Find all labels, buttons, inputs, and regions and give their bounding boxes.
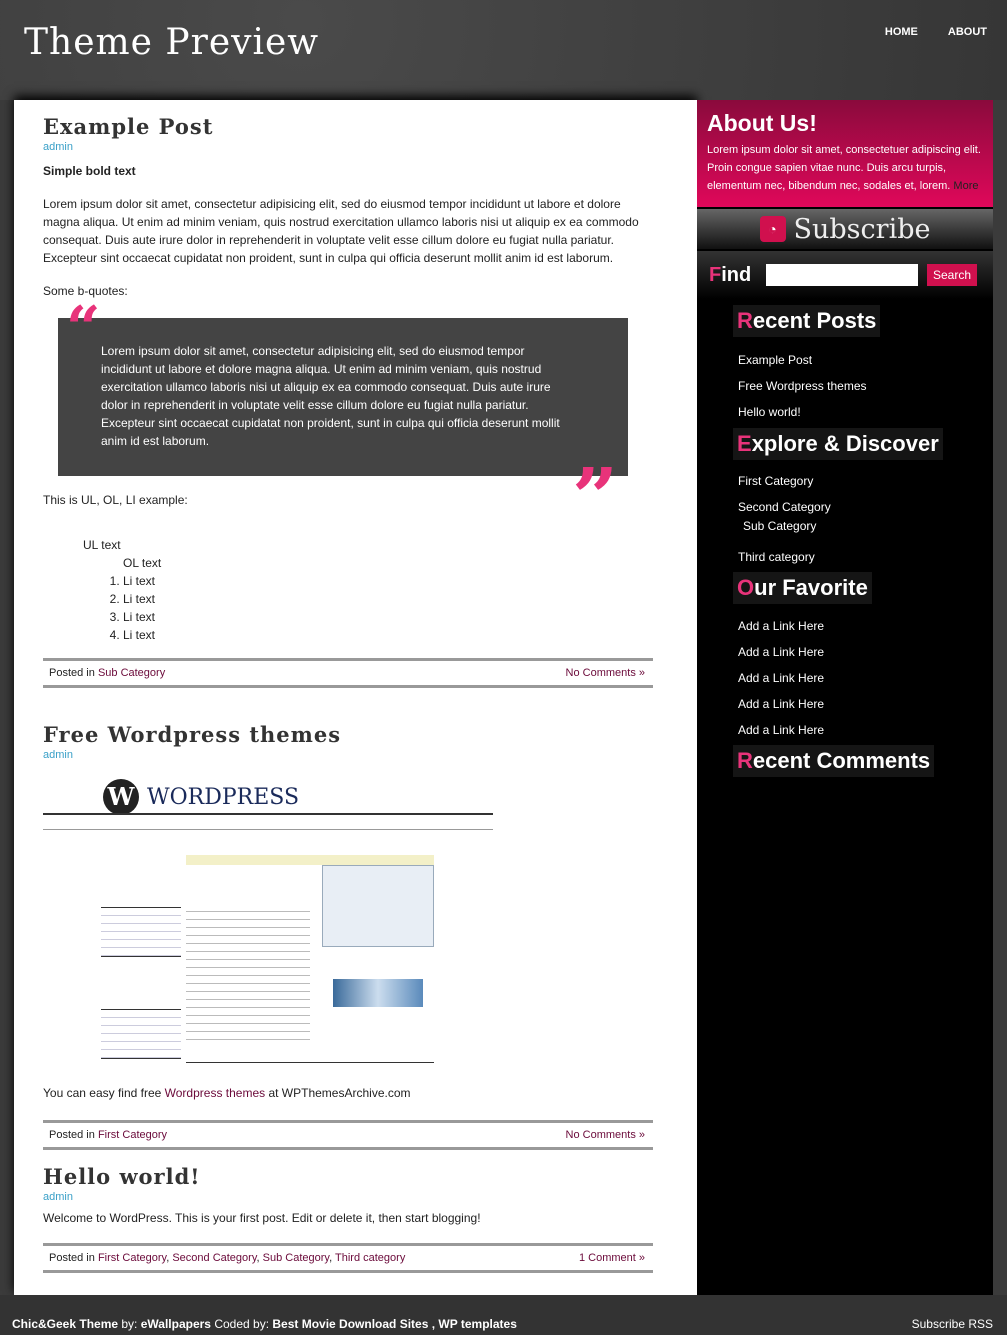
list-item: 2. Li text [123, 590, 653, 608]
about-widget [697, 100, 993, 207]
posted-in-label: Posted in [49, 1129, 95, 1141]
post-title[interactable]: Hello world! [43, 1164, 201, 1189]
posted-in-label: Posted in [49, 1252, 95, 1264]
theme-name: Chic&Geek Theme [12, 1317, 119, 1331]
category-link[interactable]: Sub Category [97, 667, 166, 679]
post-author[interactable]: admin [43, 1191, 73, 1203]
favorite-link[interactable]: Add a Link Here [738, 619, 825, 633]
favorite-link[interactable]: Add a Link Here [738, 697, 825, 711]
post-meta [43, 658, 653, 688]
subscribe-label: Subscribe [793, 213, 931, 245]
footer-credits: Chic&Geek Theme by: eWallpapers Coded by: Best Movie Download Sites , WP templates [12, 1317, 517, 1331]
comments-link[interactable]: 1 Comment » [578, 1252, 645, 1264]
more-link[interactable]: More [953, 180, 979, 192]
header [0, 0, 1007, 100]
about-text: Lorem ipsum dolor sit amet, consectetuer adipiscing elit. Proin congue sapien vitae nunc. Duis arcu turpis, elementum nec, bibendum nec, sodales et, lorem. [707, 144, 981, 192]
author-link[interactable]: eWallpapers [140, 1317, 211, 1331]
widget-title-recent-posts: Recent Posts [733, 305, 880, 337]
widget-title-recent-comments: Recent Comments [733, 745, 934, 777]
wordpress-logo-text: WORDPRESS [147, 785, 300, 810]
quote-text: Lorem ipsum dolor sit amet, consectetur adipisicing elit, sed do eiusmod tempor incididunt ut labore et dolore magna aliqua. Ut enim ad minim veniam, quis nostrud exercitation ullamco laboris nisi ut aliquip ex ea commodo consequat. Duis aute irure dolor in reprehenderit in voluptate velit esse cillum dolore eu fugiat nulla pariatur. Excepteur sint occaecat cupidatat non proident, sunt in culpa qui officia deserunt mollit anim id est laborum. [101, 344, 560, 448]
category-link[interactable]: Second Category [172, 1252, 257, 1264]
close-quote-icon: ” [571, 450, 618, 544]
category-link[interactable]: Third category [738, 550, 815, 564]
recent-post-link[interactable]: Free Wordpress themes [738, 379, 867, 393]
sidebar [697, 100, 993, 1295]
widget-title-favorite: Our Favorite [733, 572, 872, 604]
post-author[interactable]: admin [43, 749, 73, 761]
recent-post-link[interactable]: Hello world! [738, 405, 801, 419]
search-input[interactable] [766, 264, 918, 286]
nav-about[interactable]: ABOUT [947, 26, 987, 38]
subscribe-rss-link[interactable]: Subscribe RSS [911, 1317, 993, 1331]
post-title[interactable]: Free Wordpress themes [43, 722, 342, 747]
post-text: Welcome to WordPress. This is your first post. Edit or delete it, then start blogging! [43, 1211, 481, 1225]
footer [0, 1295, 1007, 1335]
post-title[interactable]: Example Post [43, 114, 214, 139]
widget-title-explore: Explore & Discover [733, 428, 943, 460]
main-content [14, 100, 697, 1295]
posted-in-label: Posted in [49, 667, 95, 679]
favorite-link[interactable]: Add a Link Here [738, 645, 825, 659]
recent-post-link[interactable]: Example Post [738, 353, 813, 367]
post-hello-world [43, 1164, 653, 1273]
list-intro: This is UL, OL, LI example: [43, 493, 188, 507]
favorite-link[interactable]: Add a Link Here [738, 723, 825, 737]
post-author[interactable]: admin [43, 141, 73, 153]
comments-link[interactable]: No Comments » [565, 667, 645, 679]
ul-text: UL text [83, 538, 121, 552]
list-item: 1. Li text [123, 572, 653, 590]
find-label: Find [709, 263, 752, 286]
footer-link[interactable]: WP templates [438, 1317, 517, 1331]
category-link[interactable]: First Category [97, 1252, 167, 1264]
post-paragraph: Lorem ipsum dolor sit amet, consectetur adipisicing elit, sed do eiusmod tempor incididunt ut labore et dolore magna aliqua. Ut enim ad minim veniam, quis nostrud exercitation ullamco laboris nisi ut aliquip ex ea commodo consequat. Duis aute irure dolor in reprehenderit in voluptate velit esse cillum dolore eu fugiat nulla pariatur. Excepteur sint occaecat cupidatat non proident, sunt in culpa qui officia deserunt mollit anim id est laborum. [43, 197, 639, 265]
open-quote-icon: “ [66, 294, 101, 364]
about-title: About Us! [707, 110, 817, 136]
ordered-list [123, 572, 653, 644]
ol-text: OL text [123, 556, 162, 570]
search-button[interactable]: Search [927, 264, 977, 286]
post-meta: Posted in First Category, Second Category, Sub Category, Third category 1 Comment » [43, 1243, 653, 1273]
post-text: You can easy find free Wordpress themes at WPThemesArchive.com [43, 1086, 411, 1100]
category-link[interactable]: Third category [335, 1252, 406, 1264]
post-meta [43, 1120, 653, 1150]
bold-text: Simple bold text [43, 164, 136, 178]
themes-link[interactable]: Wordpress themes [164, 1086, 266, 1100]
list-item: 4. Li text [123, 626, 653, 644]
comments-link[interactable]: No Comments » [565, 1129, 645, 1141]
rss-icon: ◔ [760, 216, 786, 242]
wordpress-screenshot-image [43, 779, 493, 1064]
category-link[interactable]: First Category [738, 474, 814, 488]
category-link[interactable]: Sub Category [262, 1252, 330, 1264]
subscribe-button[interactable] [697, 209, 993, 249]
nav-home[interactable]: HOME [884, 26, 918, 38]
wordpress-logo-icon: W [103, 779, 139, 815]
favorite-link[interactable]: Add a Link Here [738, 671, 825, 685]
site-title[interactable]: Theme Preview [24, 22, 320, 63]
category-link[interactable]: First Category [97, 1129, 168, 1141]
post-example [43, 114, 653, 688]
search-form [697, 251, 993, 299]
bquote-intro: Some b-quotes: [43, 284, 128, 298]
post-free-themes [43, 722, 653, 1150]
footer-link[interactable]: Best Movie Download Sites [272, 1317, 429, 1331]
category-link[interactable]: Sub Category [743, 519, 817, 533]
category-link[interactable]: Second Category [738, 500, 831, 514]
top-nav [885, 26, 987, 38]
list-item: 3. Li text [123, 608, 653, 626]
